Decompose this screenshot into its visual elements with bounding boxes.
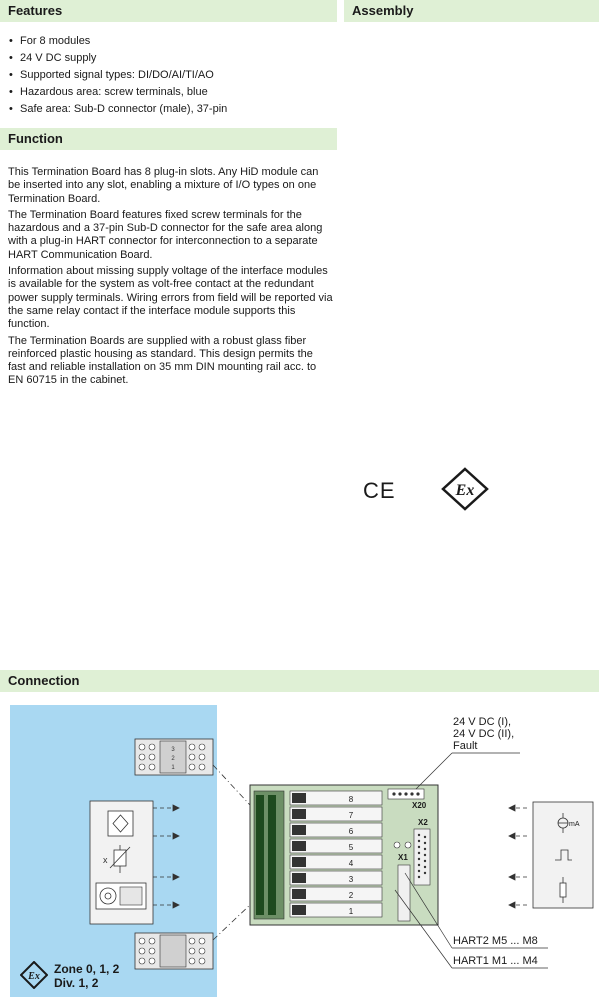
connection-header: Connection xyxy=(0,670,599,692)
feature-item: • Hazardous area: screw terminals, blue xyxy=(8,84,227,101)
svg-text:5: 5 xyxy=(348,843,354,852)
termination-board xyxy=(250,785,438,925)
svg-text:X20: X20 xyxy=(412,801,427,810)
svg-text:Ex: Ex xyxy=(28,971,40,982)
hart1-label: HART1 M1 ... M4 xyxy=(453,955,538,967)
terminal-block-upper xyxy=(135,739,213,775)
signal-arrows-left xyxy=(153,805,179,908)
div-line: Div. 1, 2 xyxy=(54,976,99,990)
terminal-block-lower xyxy=(135,933,213,969)
field-device-box xyxy=(90,801,153,924)
function-header: Function xyxy=(0,128,337,150)
supply-line: 24 V DC (I), xyxy=(453,716,512,728)
svg-text:6: 6 xyxy=(348,827,354,836)
function-paragraph: The Termination Boards are supplied with a robust glass fiber reinforced plastic housing as standard. This design permits the fast and reliable installation on 35 mm DIN mounting rail acc. to EN 60715 in the cabinet. xyxy=(8,334,317,387)
feature-item: • 24 V DC supply xyxy=(8,50,227,67)
fault-line: Fault xyxy=(453,740,478,752)
svg-text:3: 3 xyxy=(348,875,354,884)
feature-item: • Safe area: Sub-D connector (male), 37-pin xyxy=(8,101,227,118)
features-list xyxy=(8,33,227,118)
svg-text:2: 2 xyxy=(171,756,175,762)
svg-text:2: 2 xyxy=(348,891,354,900)
svg-text:mA: mA xyxy=(569,821,580,828)
ex-logo-icon xyxy=(441,467,489,511)
ce-mark: CE xyxy=(363,478,396,503)
hart2-label: HART2 M5 ... M8 xyxy=(453,935,538,947)
svg-text:X2: X2 xyxy=(418,818,428,827)
function-paragraph: This Termination Board has 8 plug-in slots. Any HiD module can be inserted into any slot, enabling a mixture of I/O types on one Termination Board. xyxy=(8,166,319,205)
svg-text:Ex: Ex xyxy=(455,482,475,499)
supply-line: 24 V DC (II), xyxy=(453,728,515,740)
zone-line: Zone 0, 1, 2 xyxy=(54,962,120,976)
svg-text:4: 4 xyxy=(348,859,354,868)
svg-text:X1: X1 xyxy=(398,853,408,862)
svg-text:1: 1 xyxy=(348,907,354,916)
svg-text:8: 8 xyxy=(348,795,354,804)
safe-area-box xyxy=(533,802,593,908)
svg-text:1: 1 xyxy=(171,765,175,771)
svg-text:3: 3 xyxy=(171,747,175,753)
features-header: Features xyxy=(0,0,337,22)
function-paragraph: Information about missing supply voltage of the interface modules is available for the system as volt-free contact at the redundant power supply terminals. Wiring errors from field will be reported via the same relay contact if the interface module supports this function. xyxy=(8,265,333,331)
svg-text:7: 7 xyxy=(348,811,354,820)
assembly-header: Assembly xyxy=(344,0,599,22)
signal-arrows-right xyxy=(509,805,528,908)
feature-item: • For 8 modules xyxy=(8,33,227,50)
feature-item: • Supported signal types: DI/DO/AI/TI/AO xyxy=(8,67,227,84)
function-paragraph: The Termination Board features fixed screw terminals for the hazardous and a 37-pin Sub-D connector for the safe area along with a plug-in HART connector for interconnection to a separate HART Communication Board. xyxy=(8,208,323,261)
supply-label xyxy=(453,716,514,752)
function-text xyxy=(8,166,333,391)
svg-text:x: x xyxy=(103,855,108,865)
